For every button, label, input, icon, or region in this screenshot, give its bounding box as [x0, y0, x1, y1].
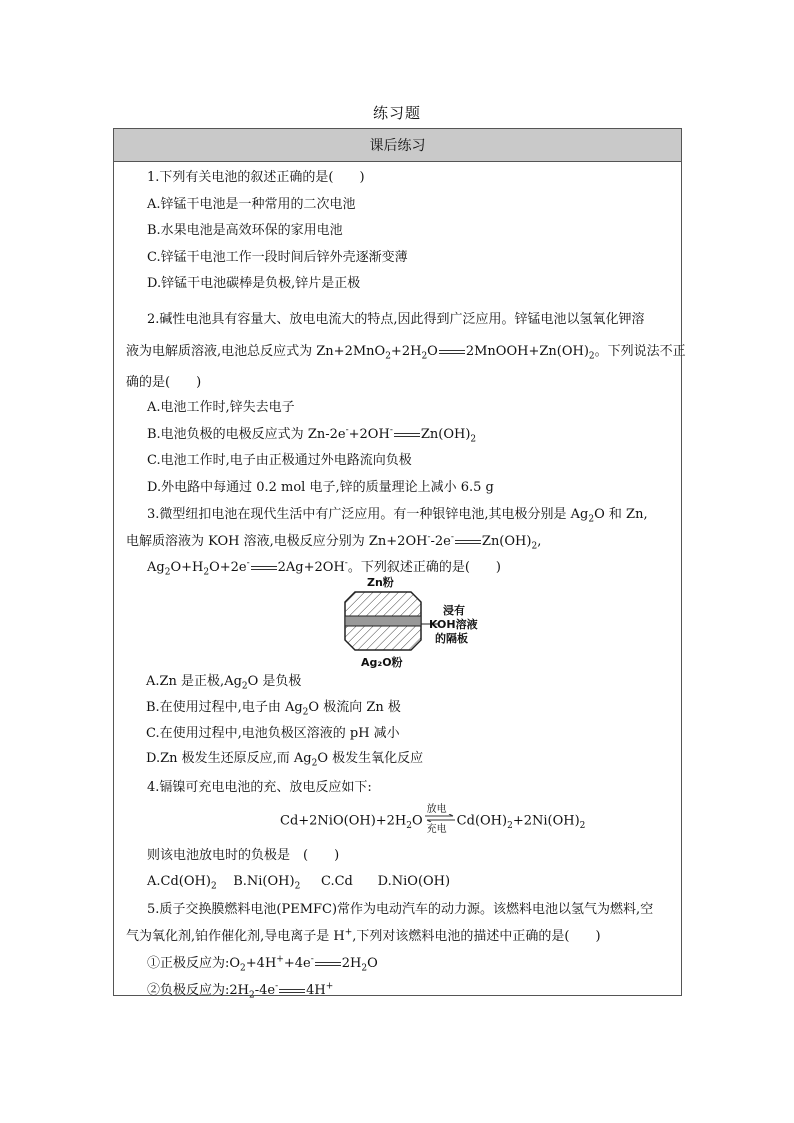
q1-stem: 1.下列有关电池的叙述正确的是( ) — [147, 170, 365, 185]
q4-stem: 4.镉镍可充电电池的充、放电反应如下: — [147, 780, 372, 795]
q2-stem-line3: 确的是( ) — [126, 375, 202, 390]
cell-cross-section-icon — [343, 588, 423, 654]
q4-equation: $Cd+2NiO(OH)+2H_2O$ 放电 充电 $Cd(OH)_2+2Ni(OH)_2$ — [280, 804, 586, 835]
q1-option-b: B.水果电池是高效环保的家用电池 — [147, 223, 343, 238]
q1-option-d: D.锌锰干电池碳棒是负极,锌片是正极 — [147, 276, 361, 291]
q4-options: $A.Cd(OH)_2$ $B.Ni(OH)_2$ C.Cd D.NiO(OH) — [147, 874, 451, 892]
q2-option-c: C.电池工作时,电子由正极通过外电路流向负极 — [147, 453, 412, 468]
zn-powder-label: Zn粉 — [367, 576, 394, 589]
q2-stem-line1: 2.碱性电池具有容量大、放电电流大的特点,因此得到广泛应用。锌锰电池以氢氧化钾溶 — [147, 312, 645, 327]
equals-sign — [439, 350, 465, 354]
section-header: 课后练习 — [114, 129, 681, 162]
reversible-arrow-icon: 放电 充电 — [425, 808, 455, 834]
q3-stem-line1: 3.微型纽扣电池在现代生活中有广泛应用。有一种银锌电池,其电极分别是 $Ag_2O$ 和 Zn, — [147, 507, 648, 525]
q5-stem-line2: 气为氧化剂,铂作催化剂,导电离子是 H+,下列对该燃料电池的描述中正确的是( ) — [126, 927, 601, 944]
equals-sign — [279, 989, 305, 993]
q5-stem-line1: 5.质子交换膜燃料电池(PEMFC)常作为电动汽车的动力源。该燃料电池以氢气为燃料,空 — [147, 902, 654, 917]
q3-stem-line2: 电解质溶液为 KOH 溶液,电极反应分别为 Zn+2OH--2e- $Zn(OH)_2$, — [126, 532, 542, 552]
separator-label-3: 的隔板 — [435, 632, 468, 645]
q3-stem-line3: $Ag_2O+H_2O+2e^-$ 2Ag+2OH-。下列叙述正确的是( ) — [147, 558, 501, 578]
button-cell-diagram — [333, 574, 493, 669]
q2-option-a: A.电池工作时,锌失去电子 — [147, 400, 295, 415]
q3-option-a: A.Zn 是正极$,Ag_2O$ 是负极 — [146, 674, 302, 692]
page-title: 练习题 — [372, 104, 421, 122]
q1-option-c: C.锌锰干电池工作一段时间后锌外壳逐渐变薄 — [147, 250, 408, 265]
q2-option-d: D.外电路中每通过 0.2 mol 电子,锌的质量理论上减小 6.5 g — [147, 480, 494, 495]
exercise-box — [113, 128, 686, 1001]
q2-option-b: B.电池负极的电极反应式为 Zn-2e-+2OH- $Zn(OH)_2$ — [147, 425, 477, 445]
separator-label-2: KOH溶液 — [429, 618, 478, 631]
equals-sign — [315, 962, 341, 966]
equals-sign — [455, 540, 481, 544]
separator-label-1: 浸有 — [443, 604, 465, 617]
equals-sign — [394, 433, 420, 437]
q3-option-c: C.在使用过程中,电池负极区溶液的 pH 减小 — [146, 726, 400, 741]
q3-option-d: D.Zn 极发生还原反应,而 $Ag_2O$ 极发生氧化反应 — [146, 751, 424, 769]
ag2o-powder-label: Ag₂O粉 — [361, 656, 403, 669]
equals-sign — [251, 566, 277, 570]
q5-item-2: ②负极反应为$:2H_2-4e^-$ 4H+ — [147, 981, 334, 1001]
q1-option-a: A.锌锰干电池是一种常用的二次电池 — [147, 197, 356, 212]
q4-question: 则该电池放电时的负极是 ( ) — [147, 848, 340, 863]
q5-item-1: ①正极反应为$:O_2+4H^++4e^-$ $2H_2O$ — [147, 954, 378, 974]
q2-stem-line2: 液为电解质溶液,电池总反应式为 $Zn+2MnO_2+2H_2O$ $2MnOOH+Zn(OH)_2$。下列说法不正 — [126, 344, 686, 362]
q3-option-b: B.在使用过程中,电子由 $Ag_2O$ 极流向 Zn 极 — [146, 700, 401, 718]
